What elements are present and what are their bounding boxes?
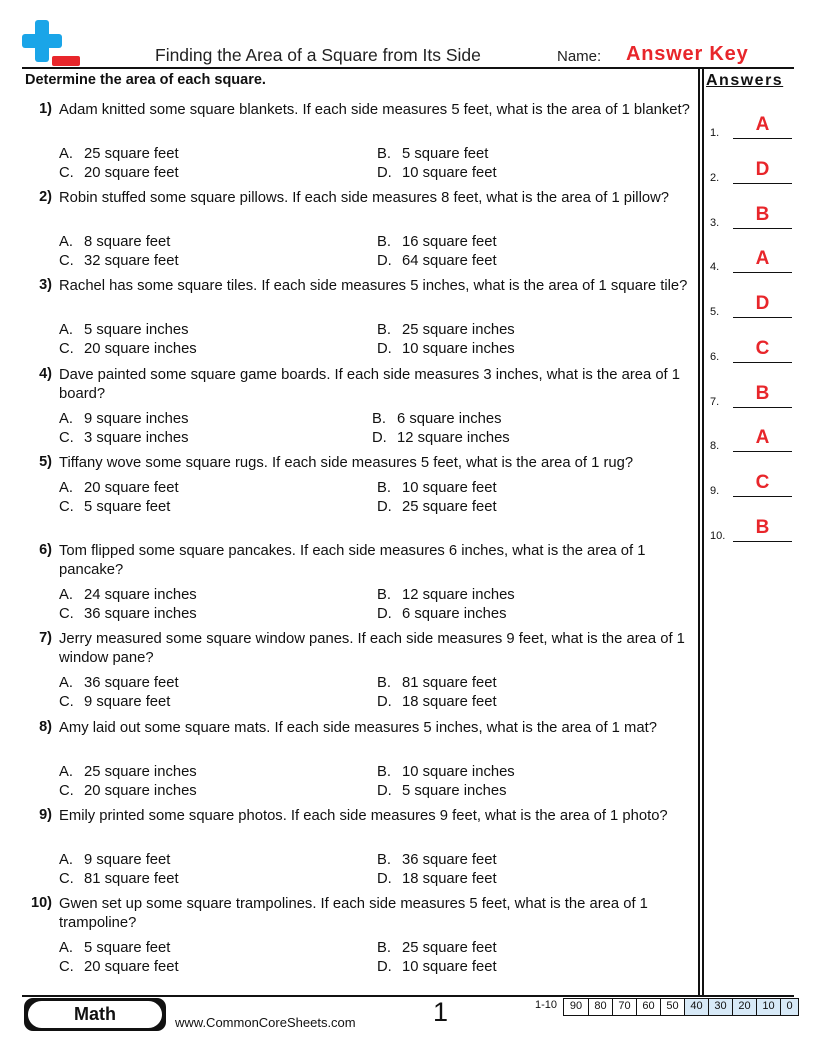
answer-option xyxy=(377,233,497,252)
option-value: 12 square inches xyxy=(397,430,510,446)
question-text: Dave painted some square game boards. If each side measures 3 inches, what is the area of 1 board? xyxy=(59,367,680,402)
answer-option xyxy=(372,429,510,448)
option-letter: A. xyxy=(59,411,73,427)
option-value: 81 square feet xyxy=(84,871,179,887)
answer-option xyxy=(59,763,197,782)
answer-letter: B xyxy=(755,204,770,225)
answer-option xyxy=(377,870,497,889)
option-value: 6 square inches xyxy=(397,411,502,427)
answer-number: 2. xyxy=(710,172,720,184)
option-value: 16 square feet xyxy=(402,234,497,250)
answer-option xyxy=(59,958,179,977)
score-cell: 60 xyxy=(636,999,660,1015)
answer-blank-line xyxy=(733,228,792,229)
answer-number: 6. xyxy=(710,351,720,363)
answer-row xyxy=(710,248,794,273)
option-letter: D. xyxy=(377,959,392,975)
answer-blank-line xyxy=(733,183,792,184)
answer-option xyxy=(377,479,497,498)
answer-option xyxy=(377,939,497,958)
option-letter: C. xyxy=(59,694,74,710)
option-value: 10 square inches xyxy=(402,341,515,357)
answer-option xyxy=(59,479,179,498)
answer-option xyxy=(377,498,497,517)
option-letter: A. xyxy=(59,322,73,338)
option-letter: B. xyxy=(377,675,391,691)
answer-letter: B xyxy=(755,383,770,404)
option-value: 20 square inches xyxy=(84,341,197,357)
option-letter: A. xyxy=(59,146,73,162)
answer-option xyxy=(59,782,197,801)
option-value: 25 square feet xyxy=(402,499,497,515)
option-letter: B. xyxy=(377,480,391,496)
option-letter: A. xyxy=(59,764,73,780)
header-divider xyxy=(22,67,794,69)
question-text: Emily printed some square photos. If each side measures 9 feet, what is the area of 1 photo? xyxy=(59,808,668,824)
option-letter: B. xyxy=(377,587,391,603)
answer-option xyxy=(377,693,497,712)
question-number: 1) xyxy=(39,101,52,117)
option-letter: B. xyxy=(377,234,391,250)
score-cell: 10 xyxy=(756,999,780,1015)
answer-blank-line xyxy=(733,317,792,318)
option-letter: D. xyxy=(377,871,392,887)
question-item xyxy=(22,189,698,274)
answer-option xyxy=(372,410,501,429)
answer-number: 7. xyxy=(710,396,720,408)
answer-row xyxy=(710,114,794,139)
question-item xyxy=(22,895,698,980)
question-item xyxy=(22,542,698,627)
question-number: 5) xyxy=(39,454,52,470)
answer-number: 3. xyxy=(710,217,720,229)
option-value: 5 square inches xyxy=(84,322,189,338)
option-value: 20 square feet xyxy=(84,959,179,975)
question-text: Gwen set up some square trampolines. If each side measures 5 feet, what is the area of 1 trampoline? xyxy=(59,896,648,931)
column-divider xyxy=(698,69,700,996)
question-text: Tom flipped some square pancakes. If each side measures 6 inches, what is the area of 1 pancake? xyxy=(59,543,646,578)
answer-number: 1. xyxy=(710,127,720,139)
option-value: 10 square feet xyxy=(402,165,497,181)
question-number: 8) xyxy=(39,719,52,735)
answer-blank-line xyxy=(733,362,792,363)
question-number: 7) xyxy=(39,630,52,646)
answer-row xyxy=(710,383,794,408)
answer-option xyxy=(377,321,515,340)
option-value: 18 square feet xyxy=(402,871,497,887)
question-item xyxy=(22,101,698,186)
answer-number: 10. xyxy=(710,530,726,542)
option-value: 64 square feet xyxy=(402,253,497,269)
option-letter: D. xyxy=(377,694,392,710)
answer-option xyxy=(59,410,188,429)
question-number: 9) xyxy=(39,807,52,823)
question-text: Jerry measured some square window panes. If each side measures 9 feet, what is the area of 1 window pane? xyxy=(59,631,685,666)
answer-option xyxy=(59,586,197,605)
option-value: 25 square inches xyxy=(402,322,515,338)
option-letter: A. xyxy=(59,675,73,691)
question-item xyxy=(22,630,698,715)
answer-row xyxy=(710,338,794,363)
option-letter: D. xyxy=(377,783,392,799)
score-cell: 80 xyxy=(588,999,612,1015)
answer-option xyxy=(59,498,170,517)
option-letter: B. xyxy=(377,852,391,868)
option-value: 36 square inches xyxy=(84,606,197,622)
instructions: Determine the area of each square. xyxy=(25,72,266,88)
subject-badge xyxy=(24,998,166,1031)
score-cell: 50 xyxy=(660,999,684,1015)
option-value: 5 square feet xyxy=(402,146,489,162)
answer-blank-line xyxy=(733,138,792,139)
option-letter: C. xyxy=(59,959,74,975)
name-label: Name: xyxy=(557,48,602,65)
option-letter: B. xyxy=(377,764,391,780)
question-item xyxy=(22,807,698,892)
option-value: 3 square inches xyxy=(84,430,189,446)
option-letter: C. xyxy=(59,499,74,515)
option-letter: A. xyxy=(59,234,73,250)
option-letter: A. xyxy=(59,587,73,603)
answer-letter: A xyxy=(755,427,770,448)
option-letter: D. xyxy=(377,499,392,515)
question-text: Adam knitted some square blankets. If each side measures 5 feet, what is the area of 1 blanket? xyxy=(59,102,690,118)
option-value: 32 square feet xyxy=(84,253,179,269)
option-letter: C. xyxy=(59,165,74,181)
subject-label: Math xyxy=(28,1001,162,1028)
question-item xyxy=(22,454,698,539)
option-value: 10 square feet xyxy=(402,959,497,975)
answer-letter: D xyxy=(755,293,770,314)
answer-option xyxy=(377,958,497,977)
answer-option xyxy=(59,939,170,958)
answers-title: Answers xyxy=(706,72,784,89)
answer-number: 5. xyxy=(710,306,720,318)
answer-option xyxy=(377,605,506,624)
answer-letter: C xyxy=(755,338,770,359)
answer-letter: A xyxy=(755,114,770,135)
option-letter: B. xyxy=(377,146,391,162)
option-value: 6 square inches xyxy=(402,606,507,622)
option-letter: D. xyxy=(377,606,392,622)
option-letter: B. xyxy=(377,940,391,956)
option-value: 25 square feet xyxy=(84,146,179,162)
question-text: Robin stuffed some square pillows. If each side measures 8 feet, what is the area of 1 pillow? xyxy=(59,190,670,206)
option-value: 5 square inches xyxy=(402,783,507,799)
answer-option xyxy=(59,851,170,870)
option-letter: A. xyxy=(59,480,73,496)
answer-letter: A xyxy=(755,248,770,269)
option-letter: B. xyxy=(377,322,391,338)
question-number: 3) xyxy=(39,277,52,293)
option-letter: B. xyxy=(372,411,386,427)
answer-number: 8. xyxy=(710,440,720,452)
option-value: 5 square feet xyxy=(84,940,171,956)
option-value: 81 square feet xyxy=(402,675,497,691)
option-value: 20 square inches xyxy=(84,783,197,799)
answer-option xyxy=(59,429,188,448)
answer-option xyxy=(377,252,497,271)
option-value: 25 square inches xyxy=(84,764,197,780)
option-letter: C. xyxy=(59,783,74,799)
score-cell: 30 xyxy=(708,999,732,1015)
score-cell: 90 xyxy=(569,1000,583,1012)
answer-option xyxy=(59,605,197,624)
option-value: 8 square feet xyxy=(84,234,171,250)
logo-plus-minus-icon xyxy=(22,20,80,68)
question-item xyxy=(22,719,698,804)
page-title: Finding the Area of a Square from Its Side xyxy=(155,45,481,65)
answer-row xyxy=(710,204,794,229)
option-letter: C. xyxy=(59,430,74,446)
answer-option xyxy=(59,340,197,359)
answer-option xyxy=(377,782,506,801)
option-letter: A. xyxy=(59,940,73,956)
option-value: 24 square inches xyxy=(84,587,197,603)
answer-number: 9. xyxy=(710,485,720,497)
option-value: 36 square feet xyxy=(84,675,179,691)
answer-option xyxy=(377,674,497,693)
answer-blank-line xyxy=(733,407,792,408)
answer-option xyxy=(59,164,179,183)
option-letter: C. xyxy=(59,606,74,622)
answer-option xyxy=(59,693,170,712)
answer-blank-line xyxy=(733,496,792,497)
answer-letter: C xyxy=(755,472,770,493)
answer-blank-line xyxy=(733,541,792,542)
option-value: 10 square feet xyxy=(402,480,497,496)
option-value: 5 square feet xyxy=(84,499,171,515)
answer-blank-line xyxy=(733,451,792,452)
option-letter: A. xyxy=(59,852,73,868)
question-text: Amy laid out some square mats. If each side measures 5 inches, what is the area of 1 mat? xyxy=(59,720,657,736)
option-value: 20 square feet xyxy=(84,165,179,181)
answer-number: 4. xyxy=(710,261,720,273)
answer-option xyxy=(377,340,515,359)
score-table xyxy=(563,998,799,1016)
option-value: 10 square inches xyxy=(402,764,515,780)
answer-option xyxy=(59,233,170,252)
option-value: 36 square feet xyxy=(402,852,497,868)
answer-option xyxy=(377,145,488,164)
score-cell: 70 xyxy=(612,999,636,1015)
website-link[interactable]: www.CommonCoreSheets.com xyxy=(175,1015,356,1030)
answer-option xyxy=(59,870,179,889)
answer-option xyxy=(377,586,515,605)
question-text: Rachel has some square tiles. If each side measures 5 inches, what is the area of 1 square tile? xyxy=(59,278,688,294)
score-range-label: 1-10 xyxy=(535,999,558,1011)
answer-row xyxy=(710,293,794,318)
question-number: 10) xyxy=(31,895,52,911)
option-value: 9 square feet xyxy=(84,852,171,868)
answer-letter: B xyxy=(755,517,770,538)
option-letter: C. xyxy=(59,253,74,269)
option-letter: C. xyxy=(59,871,74,887)
question-number: 6) xyxy=(39,542,52,558)
option-value: 9 square feet xyxy=(84,694,171,710)
question-item xyxy=(22,366,698,451)
option-value: 20 square feet xyxy=(84,480,179,496)
footer-divider xyxy=(22,995,794,997)
score-cell: 0 xyxy=(780,999,798,1015)
option-letter: D. xyxy=(372,430,387,446)
question-item xyxy=(22,277,698,362)
option-value: 12 square inches xyxy=(402,587,515,603)
question-number: 4) xyxy=(39,366,52,382)
answer-blank-line xyxy=(733,272,792,273)
question-number: 2) xyxy=(39,189,52,205)
answer-row xyxy=(710,472,794,497)
answer-letter: D xyxy=(755,159,770,180)
option-letter: D. xyxy=(377,165,392,181)
option-value: 18 square feet xyxy=(402,694,497,710)
answer-option xyxy=(377,851,497,870)
answer-row xyxy=(710,159,794,184)
page-number: 1 xyxy=(433,997,449,1027)
answer-key-label: Answer Key xyxy=(626,43,749,65)
option-value: 9 square inches xyxy=(84,411,189,427)
answer-option xyxy=(59,145,179,164)
option-letter: D. xyxy=(377,253,392,269)
option-letter: D. xyxy=(377,341,392,357)
answer-row xyxy=(710,427,794,452)
option-value: 25 square feet xyxy=(402,940,497,956)
answer-option xyxy=(59,321,188,340)
column-divider xyxy=(702,69,704,996)
answer-option xyxy=(377,164,497,183)
answer-row xyxy=(710,517,794,542)
score-cell: 20 xyxy=(732,999,756,1015)
question-text: Tiffany wove some square rugs. If each side measures 5 feet, what is the area of 1 rug? xyxy=(59,455,634,471)
answer-option xyxy=(59,252,179,271)
answer-option xyxy=(377,763,515,782)
option-letter: C. xyxy=(59,341,74,357)
score-cell: 40 xyxy=(684,999,708,1015)
answer-option xyxy=(59,674,179,693)
